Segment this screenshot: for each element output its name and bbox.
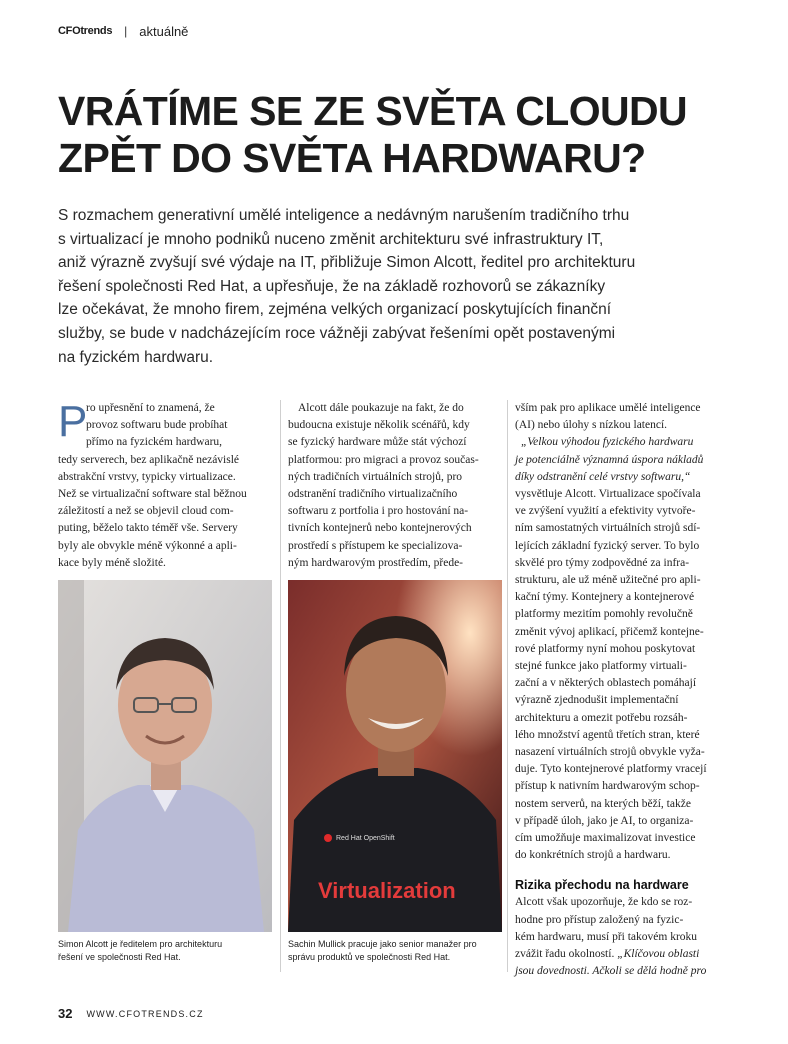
quote-line: díky odstranění celé vrstvy softwaru,“	[515, 470, 691, 483]
shirt-logo-text: Red Hat OpenShift	[336, 835, 395, 842]
body-line: platformy mezitím pomohly revolučně	[515, 608, 693, 621]
section-subheading: Rizika přechodu na hardware	[515, 878, 689, 893]
body-line: cím umožňuje maximalizovat investice	[515, 832, 696, 845]
body-line: se fyzický hardware může stát výchozí	[288, 436, 467, 449]
body-line: vším pak pro aplikace umělé inteligence	[515, 402, 701, 414]
body-line: ným hardwarovým prostředím, přede-	[288, 556, 464, 569]
body-line: v případě úloh, jako je AI, to organiza-	[515, 814, 694, 827]
lead-line: služby, se bude v nadcházejícím roce vážněji zabývat řešeními opět postavenými	[58, 324, 616, 342]
body-line: hodne pro přístup založený na fyzic-	[515, 913, 684, 926]
body-line: nostem serverů, na kterých běží, takže	[515, 797, 691, 810]
article-headline	[58, 88, 738, 182]
body-line: strukturu, ale už méně užitečné pro apli-	[515, 574, 701, 587]
page-header	[58, 22, 188, 40]
body-line: kace byly méně složité.	[58, 556, 166, 569]
body-line: výrazně zjednodušit implementační	[515, 694, 679, 707]
body-line: odstranění tradičního virtualizačního	[288, 488, 458, 501]
shirt-graphic-text: Virtualization	[318, 878, 456, 903]
body-line: zační a v některých oblastech pomáhají	[515, 677, 697, 690]
body-line	[515, 946, 733, 963]
quote-line: je potenciálně významná úspora nákladů	[515, 453, 704, 466]
body-line: budoucna existuje několik scénářů, kdy	[288, 419, 470, 432]
body-line: abstrakční vrstvy, typicky virtualizace.	[58, 470, 236, 483]
body-line: platformou: pro migraci a provoz součas-	[288, 453, 479, 466]
drop-cap: P	[58, 397, 88, 446]
caption-line: Simon Alcott je ředitelem pro architekturu	[58, 939, 223, 949]
page-footer	[58, 1006, 204, 1021]
body-line: stejné funkce jako platformy virtuali-	[515, 660, 687, 673]
body-line: záležitostí a než se objevil cloud com-	[58, 505, 234, 518]
body-line: (AI) nebo úlohy s nízkou latencí.	[515, 419, 668, 432]
lead-line: aniž výrazně zvyšují své výdaje na IT, přibližuje Simon Alcott, ředitel pro architekturu	[58, 254, 636, 272]
body-line: ro upřesnění to znamená, že	[86, 402, 215, 414]
headline-line: VRÁTÍME SE ZE SVĚTA CLOUDU	[58, 88, 688, 134]
body-line: ním samostatných virtuálních strojů sdí-	[515, 522, 701, 535]
body-line: Alcott však upozorňuje, že kdo se roz-	[515, 896, 693, 909]
lead-line: na fyzickém hardwaru.	[58, 348, 214, 366]
body-line: lejících základní fyzický server. To bylo	[515, 539, 700, 552]
body-line: skvělé pro týmy zodpovědné za infra-	[515, 556, 690, 569]
header-separator: |	[124, 24, 128, 38]
website-link[interactable]: WWW.CFOTRENDS.CZ	[86, 1008, 204, 1019]
body-line: Alcott dále poukazuje na fakt, že do	[298, 402, 464, 414]
article-column-2	[288, 400, 508, 572]
body-line: vysvětluje Alcott. Virtualizace spočívala	[515, 488, 701, 501]
quote-line: „Velkou výhodou fyzického hardwaru	[521, 436, 694, 449]
body-text: zvážit řadu okolností.	[515, 948, 615, 961]
body-line: nasazení virtuálních strojů obvykle vyža-	[515, 746, 705, 759]
body-line: tedy serverech, bez aplikačně nezávislé	[58, 453, 240, 466]
body-line: ve zvýšení využití a efektivity vytvoře-	[515, 505, 696, 518]
brand-logo: CFOtrends	[58, 25, 113, 37]
quote-line: jsou dovednosti. Ačkoli se dělá hodně pro	[515, 965, 707, 978]
body-line: Než se virtualizační software stal běžnou	[58, 488, 247, 501]
quote-text: „Klíčovou oblasti	[617, 948, 700, 961]
lead-line: řešení společnosti Red Hat, a upřesňuje, že na základě rozhovorů se zákazníky	[58, 277, 606, 295]
body-line: změnit vývoj aplikací, přičemž kontejne-	[515, 625, 704, 638]
body-line: rové platformy nyní mohou poskytovat	[515, 642, 696, 655]
body-line: přímo na fyzickém hardwaru,	[86, 436, 223, 449]
body-line: kační týmy. Kontejnery a kontejnerové	[515, 591, 695, 604]
redhat-logo-icon	[324, 834, 332, 842]
body-line: ných tradičních virtuálních strojů, pro	[288, 470, 463, 483]
body-line: duje. Tyto kontejnerové platformy vracejí	[515, 763, 707, 776]
body-line: architekturu a omezit potřebu rozsáh-	[515, 711, 688, 724]
portrait-photo-simon-alcott	[58, 580, 272, 932]
caption-line: správu produktů ve společnosti Red Hat.	[288, 951, 451, 962]
column-rule	[280, 400, 281, 972]
caption-line: Sachin Mullick pracuje jako senior manažer pro	[288, 939, 477, 949]
lead-line: S rozmachem generativní umělé inteligence a nedávným narušením tradičního trhu	[58, 207, 630, 224]
body-line: softwaru z portfolia i pro hostování na-	[288, 505, 469, 518]
page-number: 32	[58, 1006, 73, 1021]
body-line: prostředí s přístupem ke specializova-	[288, 539, 463, 552]
headline-line: ZPĚT DO SVĚTA HARDWARU?	[58, 135, 646, 181]
photo-caption	[58, 938, 272, 963]
portrait-photo-sachin-mullick	[288, 580, 502, 932]
body-line: puting, běželo takto téměř vše. Servery	[58, 522, 238, 535]
caption-line: řešení ve společnosti Red Hat.	[58, 951, 181, 962]
body-line: tivních kontejnerů nebo kontejnerových	[288, 522, 472, 535]
body-line: do konkrétních strojů a hardwaru.	[515, 849, 671, 862]
body-line: byly ale obvykle méně výkonné a apli-	[58, 539, 237, 552]
photo-caption	[288, 938, 502, 963]
body-line: kém hardwaru, musí při takovém kroku	[515, 930, 698, 943]
body-line: provoz softwaru bude probíhat	[86, 419, 228, 432]
lead-line: s virtualizací je mnoho podniků nuceno změnit architekturu své infrastruktury IT,	[58, 230, 604, 248]
article-column-3	[515, 400, 733, 981]
article-lead	[58, 204, 738, 369]
article-column-1	[58, 397, 278, 572]
section-label: aktuálně	[139, 23, 189, 39]
body-line: lého množství agentů třetích stran, které	[515, 728, 700, 741]
lead-line: lze očekávat, že mnoho firem, zejména velkých organizací poskytujících finanční	[58, 301, 612, 319]
body-line: přístup k nativním hardwarovým schop-	[515, 780, 700, 793]
